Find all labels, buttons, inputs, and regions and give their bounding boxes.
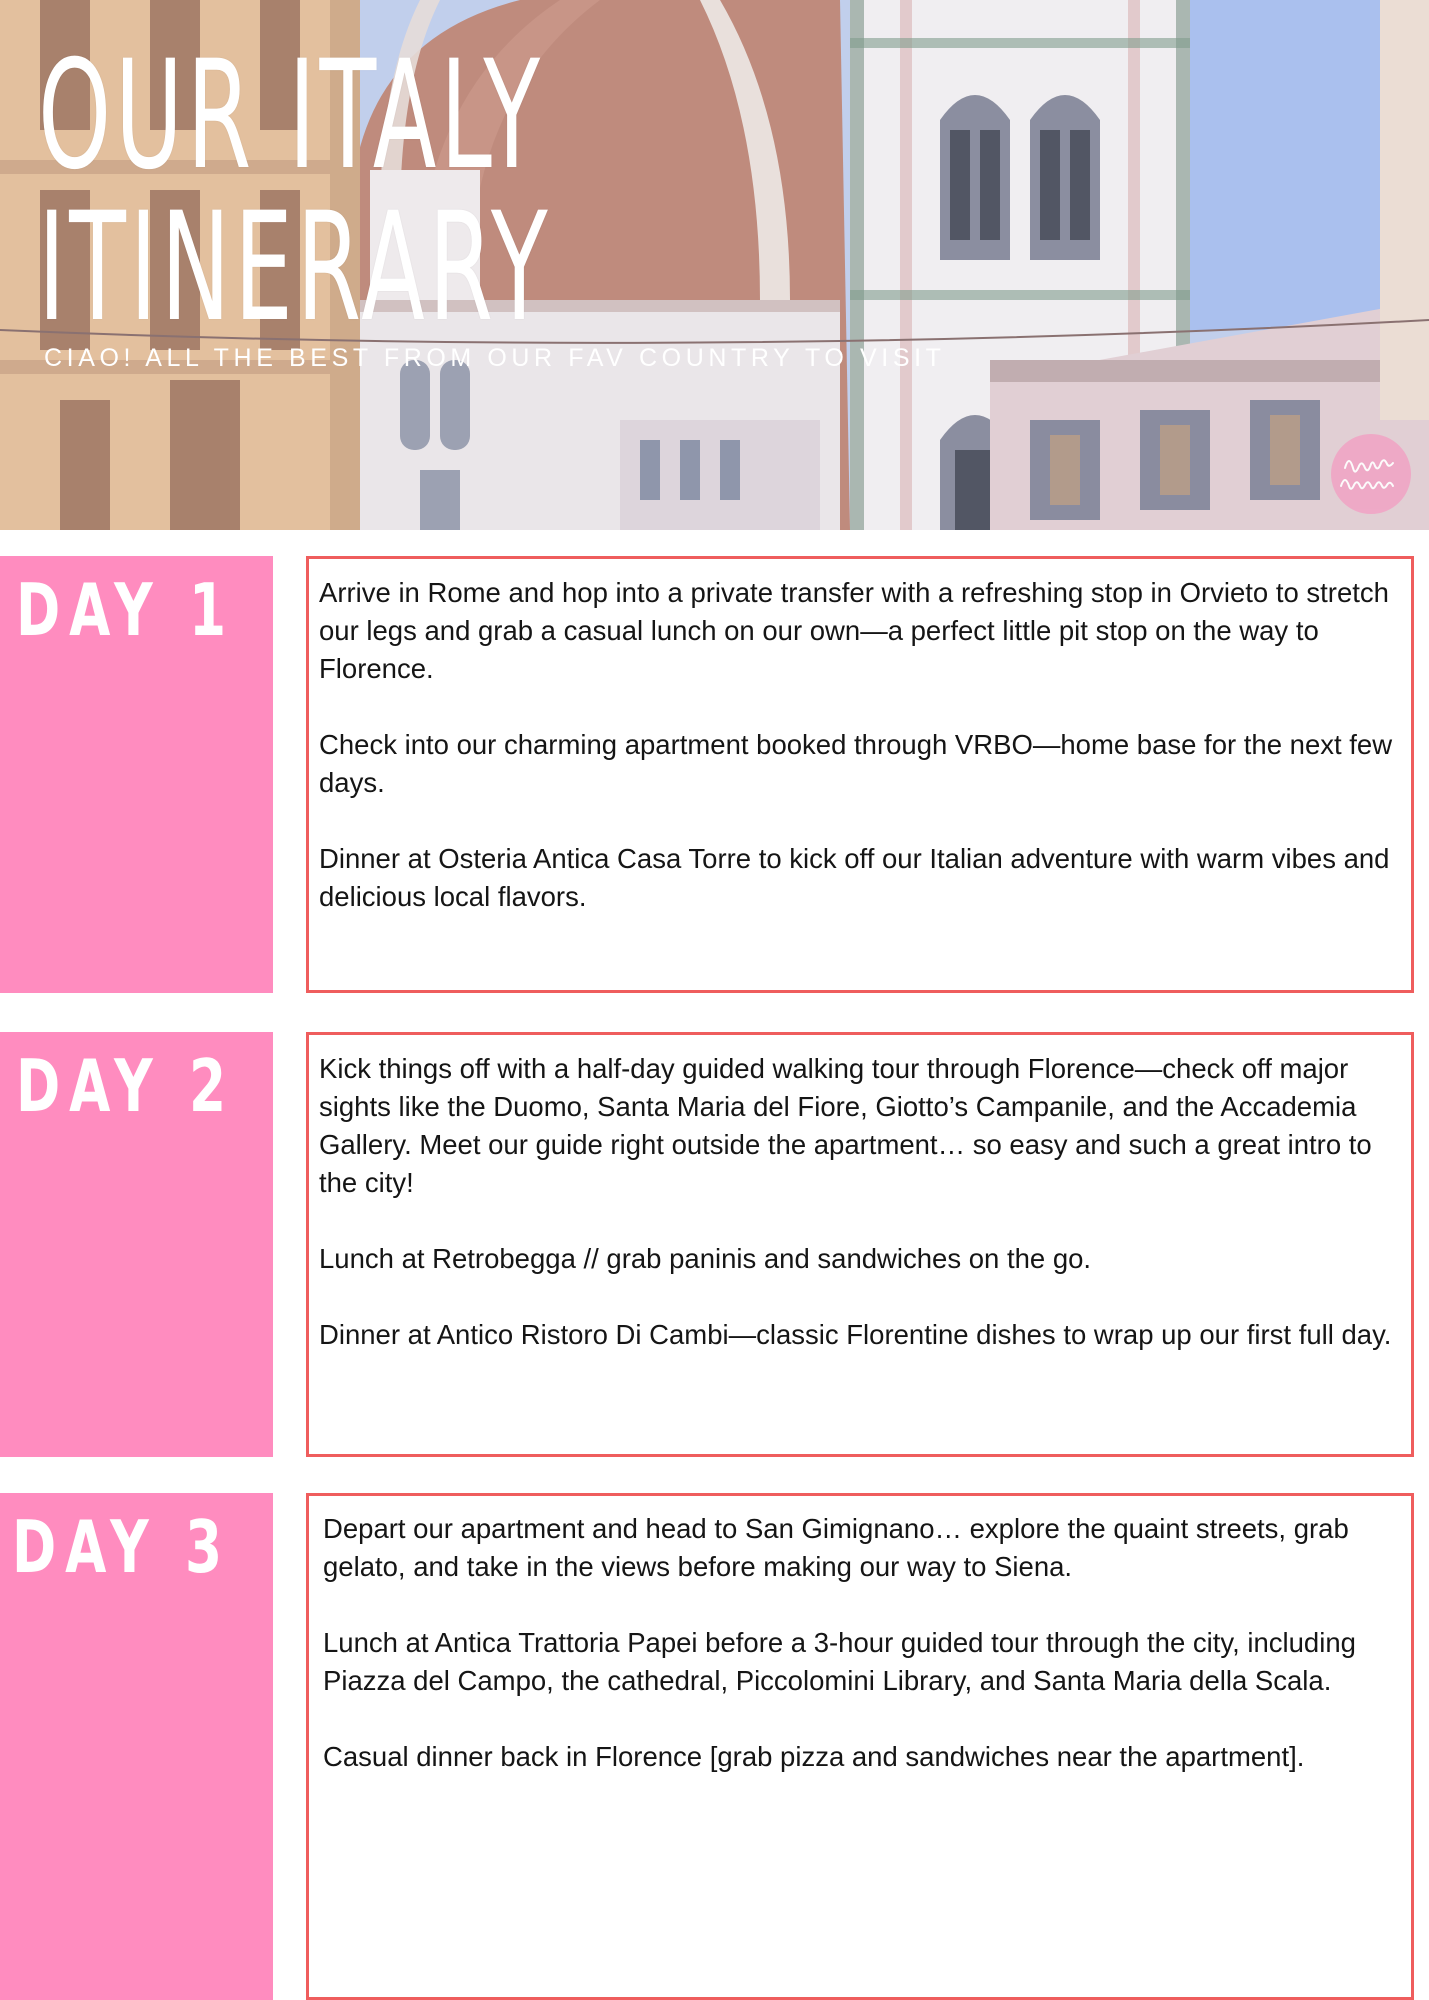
- day-2-heading: DAY 2: [16, 1044, 235, 1128]
- day-1-paragraph: Check into our charming apartment booked through VRBO—home base for the next few days.: [319, 729, 1393, 798]
- day-3-paragraph: Depart our apartment and head to San Gimignano… explore the quaint streets, grab gelato, and take in the views before making our way to Siena.: [323, 1513, 1349, 1582]
- page-subtitle: CIAO! ALL THE BEST FROM OUR FAV COUNTRY TO VISIT: [44, 344, 946, 372]
- day-2-paragraph: Dinner at Antico Ristoro Di Cambi—classic Florentine dishes to wrap up our first full day.: [319, 1319, 1392, 1350]
- hero-banner: [0, 0, 1429, 530]
- day-1-details-box: [306, 556, 1414, 993]
- day-2-label-panel: [0, 1032, 273, 1457]
- day-3-paragraph: Lunch at Antica Trattoria Papei before a 3-hour guided tour through the city, including Piazza del Campo, the cathedral, Piccolomini Library, and Santa Maria della Scala.: [323, 1627, 1356, 1696]
- day-3-heading: DAY 3: [12, 1505, 231, 1589]
- day-3-details-box: [306, 1493, 1414, 2000]
- title-line-2: ITINERARY: [38, 181, 552, 355]
- hello-happiness-logo: [1331, 434, 1411, 514]
- day-2-details-box: [306, 1032, 1414, 1457]
- day-3-paragraph: Casual dinner back in Florence [grab pizza and sandwiches near the apartment].: [323, 1741, 1305, 1772]
- day-3-label-panel: [0, 1493, 273, 2000]
- day-1-heading: DAY 1: [16, 568, 235, 652]
- day-2-paragraph: Kick things off with a half-day guided walking tour through Florence—check off major sights like the Duomo, Santa Maria del Fiore, Giotto’s Campanile, and the Accademia Gallery. Meet our guide right outside the apartment… so easy and such a great intro to the city!: [319, 1053, 1372, 1198]
- day-1-paragraph: Arrive in Rome and hop into a private transfer with a refreshing stop in Orvieto to stretch our legs and grab a casual lunch on our own—a perfect little pit stop on the way to Florence.: [319, 577, 1389, 684]
- brand-logo: [1331, 434, 1411, 514]
- day-1-paragraph: Dinner at Osteria Antica Casa Torre to kick off our Italian adventure with warm vibes and delicious local flavors.: [319, 843, 1390, 912]
- title-line-1: OUR ITALY: [38, 29, 544, 203]
- page-title: [38, 29, 552, 355]
- day-1-label-panel: [0, 556, 273, 993]
- day-2-paragraph: Lunch at Retrobegga // grab paninis and sandwiches on the go.: [319, 1243, 1092, 1274]
